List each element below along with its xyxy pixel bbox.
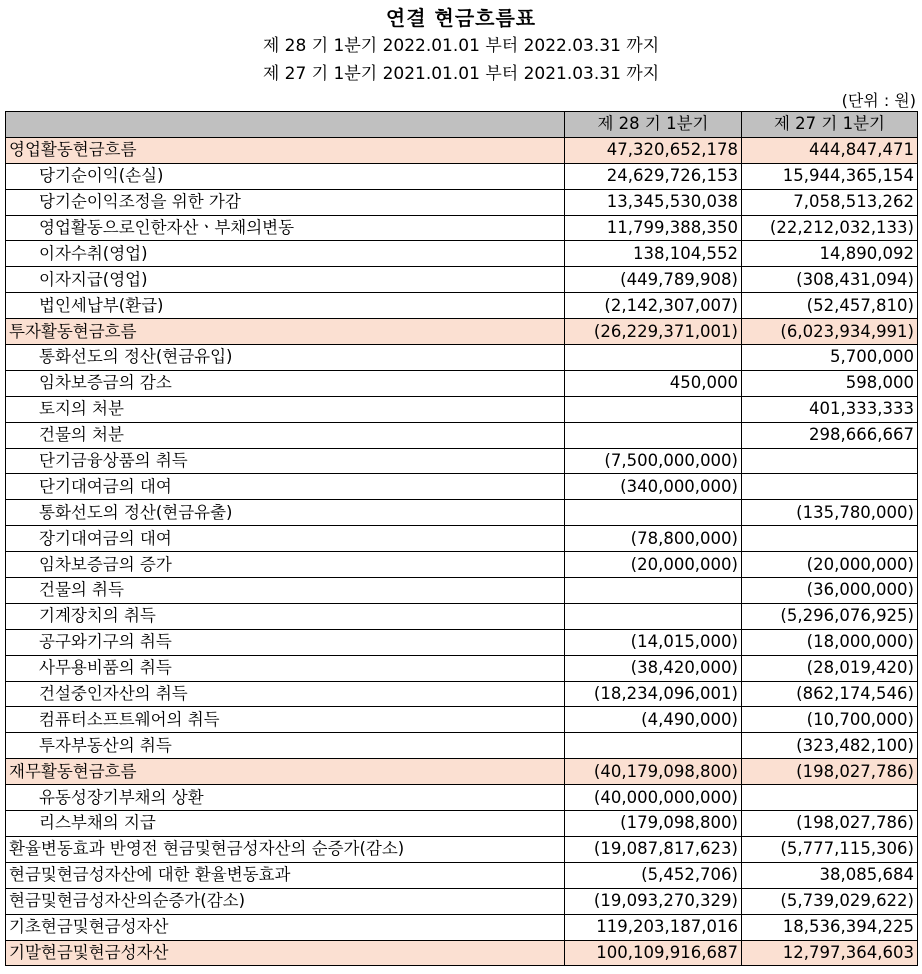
row-prior-value: 38,085,684	[742, 862, 918, 888]
row-current-value: (78,800,000)	[565, 526, 742, 552]
row-current-value	[565, 578, 742, 604]
table-row	[6, 241, 918, 267]
row-current-value: 13,345,530,038	[565, 189, 742, 215]
row-current-value: (19,093,270,329)	[565, 888, 742, 914]
table-row	[6, 940, 918, 966]
row-current-value: 11,799,388,350	[565, 215, 742, 241]
table-row	[6, 396, 918, 422]
row-label: 임차보증금의 감소	[6, 370, 565, 396]
table-row	[6, 836, 918, 862]
table-row	[6, 629, 918, 655]
row-current-value	[565, 733, 742, 759]
table-row	[6, 759, 918, 785]
row-prior-value: 12,797,364,603	[742, 940, 918, 966]
row-current-value: 100,109,916,687	[565, 940, 742, 966]
table-row	[6, 888, 918, 914]
period-prior: 제 27 기 1분기 2021.01.01 부터 2021.03.31 까지	[262, 64, 660, 84]
statement-title: 연결 현금흐름표	[385, 6, 537, 30]
row-prior-value: (20,000,000)	[742, 552, 918, 578]
row-current-value: (7,500,000,000)	[565, 448, 742, 474]
row-prior-value: (36,000,000)	[742, 578, 918, 604]
row-current-value: (4,490,000)	[565, 707, 742, 733]
row-prior-value: (6,023,934,991)	[742, 319, 918, 345]
row-current-value: (19,087,817,623)	[565, 836, 742, 862]
row-label: 환율변동효과 반영전 현금및현금성자산의 순증가(감소)	[6, 836, 565, 862]
row-current-value: (179,098,800)	[565, 811, 742, 837]
row-prior-value: 15,944,365,154	[742, 163, 918, 189]
row-current-value: (26,229,371,001)	[565, 319, 742, 345]
row-prior-value: 5,700,000	[742, 345, 918, 371]
table-row	[6, 552, 918, 578]
table-row	[6, 345, 918, 371]
row-label: 유동성장기부채의 상환	[6, 785, 565, 811]
row-label: 당기순이익(손실)	[6, 163, 565, 189]
row-prior-value: (10,700,000)	[742, 707, 918, 733]
row-current-value: 119,203,187,016	[565, 914, 742, 940]
table-row	[6, 811, 918, 837]
row-current-value: 450,000	[565, 370, 742, 396]
row-label: 영업활동으로인한자산ㆍ부채의변동	[6, 215, 565, 241]
row-label: 컴퓨터소프트웨어의 취득	[6, 707, 565, 733]
table-header-row	[6, 112, 918, 138]
row-prior-value: 18,536,394,225	[742, 914, 918, 940]
row-prior-value: (323,482,100)	[742, 733, 918, 759]
row-current-value	[565, 396, 742, 422]
row-label: 투자활동현금흐름	[6, 319, 565, 345]
row-prior-value: (5,739,029,622)	[742, 888, 918, 914]
row-current-value: (38,420,000)	[565, 655, 742, 681]
row-prior-value: 7,058,513,262	[742, 189, 918, 215]
row-label: 투자부동산의 취득	[6, 733, 565, 759]
row-current-value: (5,452,706)	[565, 862, 742, 888]
row-prior-value: 401,333,333	[742, 396, 918, 422]
row-current-value: (340,000,000)	[565, 474, 742, 500]
header-prior-period: 제 27 기 1분기	[742, 112, 918, 138]
row-label: 장기대여금의 대여	[6, 526, 565, 552]
row-current-value: (449,789,908)	[565, 267, 742, 293]
row-label: 토지의 처분	[6, 396, 565, 422]
cash-flow-table	[5, 111, 918, 966]
row-prior-value: (22,212,032,133)	[742, 215, 918, 241]
row-label: 법인세납부(환급)	[6, 293, 565, 319]
row-prior-value	[742, 448, 918, 474]
unit-label: (단위 : 원)	[841, 91, 916, 110]
row-prior-value: 14,890,092	[742, 241, 918, 267]
period-current: 제 28 기 1분기 2022.01.01 부터 2022.03.31 까지	[262, 36, 660, 56]
row-label: 임차보증금의 증가	[6, 552, 565, 578]
row-prior-value: (198,027,786)	[742, 759, 918, 785]
table-body	[6, 137, 918, 966]
row-prior-value: (5,777,115,306)	[742, 836, 918, 862]
table-row	[6, 267, 918, 293]
row-prior-value: (18,000,000)	[742, 629, 918, 655]
row-label: 사무용비품의 취득	[6, 655, 565, 681]
row-prior-value: 444,847,471	[742, 137, 918, 163]
row-current-value: (40,000,000,000)	[565, 785, 742, 811]
header-label-column	[6, 112, 565, 138]
row-prior-value: (135,780,000)	[742, 500, 918, 526]
row-current-value: 47,320,652,178	[565, 137, 742, 163]
row-label: 리스부채의 지급	[6, 811, 565, 837]
table-row	[6, 578, 918, 604]
table-row	[6, 370, 918, 396]
table-row	[6, 681, 918, 707]
row-prior-value	[742, 785, 918, 811]
row-prior-value: (308,431,094)	[742, 267, 918, 293]
table-row	[6, 785, 918, 811]
table-row	[6, 137, 918, 163]
row-current-value: (2,142,307,007)	[565, 293, 742, 319]
row-label: 이자수취(영업)	[6, 241, 565, 267]
table-row	[6, 500, 918, 526]
table-row	[6, 448, 918, 474]
table-row	[6, 914, 918, 940]
row-current-value: (40,179,098,800)	[565, 759, 742, 785]
row-label: 당기순이익조정을 위한 가감	[6, 189, 565, 215]
table-row	[6, 319, 918, 345]
row-prior-value: (862,174,546)	[742, 681, 918, 707]
row-prior-value	[742, 474, 918, 500]
table-row	[6, 603, 918, 629]
row-current-value	[565, 422, 742, 448]
header-current-period: 제 28 기 1분기	[565, 112, 742, 138]
row-label: 기초현금및현금성자산	[6, 914, 565, 940]
row-current-value: (18,234,096,001)	[565, 681, 742, 707]
table-row	[6, 655, 918, 681]
row-current-value: 24,629,726,153	[565, 163, 742, 189]
table-row	[6, 215, 918, 241]
row-current-value	[565, 500, 742, 526]
row-prior-value: 598,000	[742, 370, 918, 396]
table-row	[6, 422, 918, 448]
row-label: 단기대여금의 대여	[6, 474, 565, 500]
row-label: 재무활동현금흐름	[6, 759, 565, 785]
table-row	[6, 733, 918, 759]
row-prior-value	[742, 526, 918, 552]
row-label: 기계장치의 취득	[6, 603, 565, 629]
row-label: 현금및현금성자산에 대한 환율변동효과	[6, 862, 565, 888]
row-current-value: (14,015,000)	[565, 629, 742, 655]
row-prior-value: (28,019,420)	[742, 655, 918, 681]
table-row	[6, 526, 918, 552]
table-row	[6, 293, 918, 319]
row-label: 이자지급(영업)	[6, 267, 565, 293]
row-prior-value: (198,027,786)	[742, 811, 918, 837]
row-label: 공구와기구의 취득	[6, 629, 565, 655]
row-prior-value: (5,296,076,925)	[742, 603, 918, 629]
row-label: 현금및현금성자산의순증가(감소)	[6, 888, 565, 914]
row-label: 건물의 취득	[6, 578, 565, 604]
row-label: 기말현금및현금성자산	[6, 940, 565, 966]
table-row	[6, 862, 918, 888]
row-current-value	[565, 345, 742, 371]
table-row	[6, 474, 918, 500]
row-prior-value: (52,457,810)	[742, 293, 918, 319]
row-label: 통화선도의 정산(현금유입)	[6, 345, 565, 371]
row-current-value: 138,104,552	[565, 241, 742, 267]
table-row	[6, 163, 918, 189]
table-row	[6, 189, 918, 215]
row-label: 단기금융상품의 취득	[6, 448, 565, 474]
row-label: 건설중인자산의 취득	[6, 681, 565, 707]
row-current-value	[565, 603, 742, 629]
row-label: 영업활동현금흐름	[6, 137, 565, 163]
row-current-value: (20,000,000)	[565, 552, 742, 578]
row-label: 통화선도의 정산(현금유출)	[6, 500, 565, 526]
row-label: 건물의 처분	[6, 422, 565, 448]
row-prior-value: 298,666,667	[742, 422, 918, 448]
table-row	[6, 707, 918, 733]
